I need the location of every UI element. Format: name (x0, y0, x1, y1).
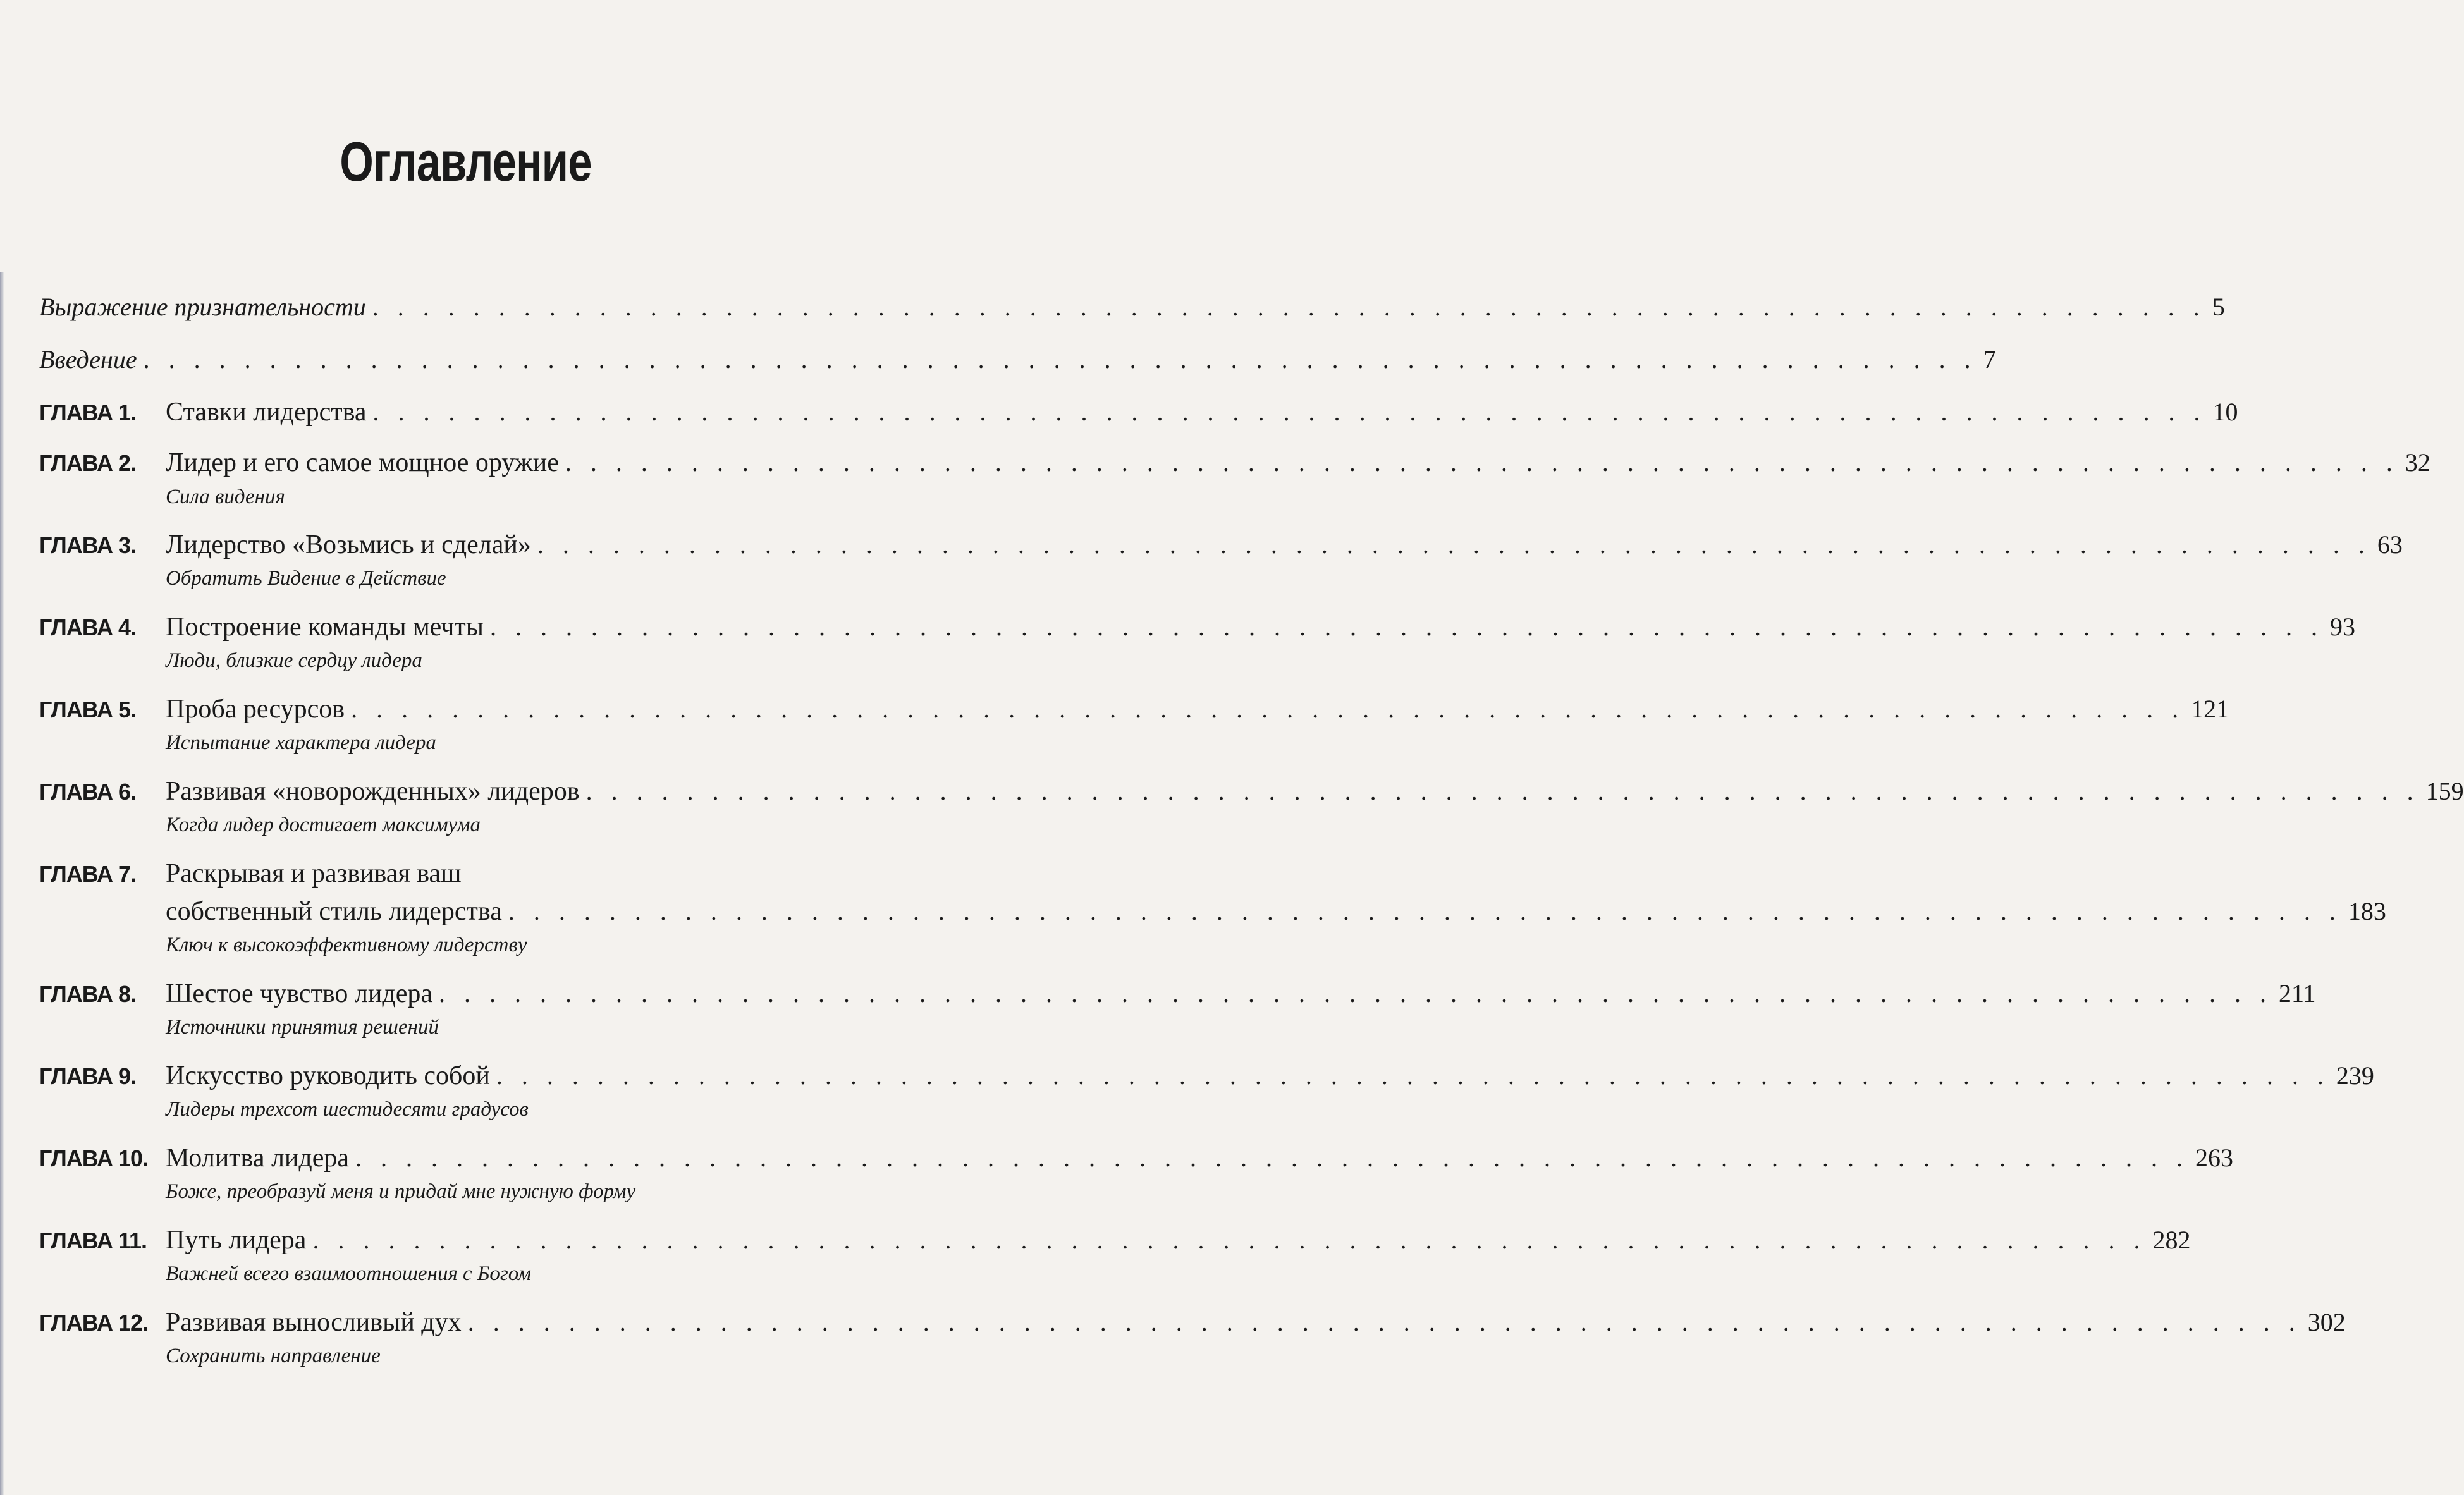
dot-leader: . . . . . . . . . . . . . . . . . . . . . . . . . . . . . . . . . . . . . . . . . . . . . . . . . . . . . . . . . . . . . . . . . . . . . . . . . (496, 1061, 2330, 1090)
chapter-label: ГЛАВА 2. (39, 450, 136, 476)
chapter-title: Ставки лидерства (166, 398, 367, 427)
page-number: 183 (2348, 897, 2386, 925)
chapter-title: Путь лидера (166, 1226, 307, 1255)
chapter-label: ГЛАВА 6. (39, 779, 136, 805)
chapter-title: Построение команды мечты (166, 613, 484, 642)
dot-leader: . . . . . . . . . . . . . . . . . . . . . . . . . . . . . . . . . . . . . . . . . . . . . . . . . . . . . . . . . . . . . . . . . . . . . . . . . (585, 777, 2420, 805)
chapter-subtitle: Ключ к высокоэффективному лидерству (166, 934, 527, 956)
entry-title: Выражение признательности (39, 293, 366, 321)
chapter-label: ГЛАВА 10. (39, 1145, 149, 1171)
chapter-title: Искусство руководить собой (166, 1061, 490, 1090)
chapter-title: Проба ресурсов (166, 695, 345, 724)
page-binding-edge (0, 272, 4, 1495)
chapter-subtitle: Сила видения (166, 485, 285, 508)
page-number: 302 (2307, 1308, 2346, 1336)
chapter-label: ГЛАВА 4. (39, 614, 136, 640)
toc-entry-introduction (39, 345, 1996, 382)
chapter-title: Развивая выносливый дух (166, 1308, 462, 1337)
chapter-subtitle: Когда лидер достигает максимума (166, 814, 481, 836)
chapter-title: Раскрывая и развивая ваш (166, 859, 462, 888)
toc-entry-chapter-8 (39, 979, 2316, 1016)
page-number: 211 (2279, 979, 2316, 1008)
dot-leader: . . . . . . . . . . . . . . . . . . . . . . . . . . . . . . . . . . . . . . . . . . . . . . . . . . . . . . . . . . . . . . . . . . . . . . . . . (312, 1226, 2147, 1254)
page-number: 159 (2425, 777, 2464, 805)
chapter-label: ГЛАВА 5. (39, 697, 136, 723)
chapter-label: ГЛАВА 3. (39, 532, 136, 558)
chapter-label: ГЛАВА 12. (39, 1310, 149, 1336)
dot-leader: . . . . . . . . . . . . . . . . . . . . . . . . . . . . . . . . . . . . . . . . . . . . . . . . . . . . . . . . . . . . . . . . . . . . . . . . . (372, 293, 2206, 321)
toc-entry-acknowledgements (39, 292, 2225, 330)
chapter-label: ГЛАВА 1. (39, 400, 136, 425)
dot-leader: . . . . . . . . . . . . . . . . . . . . . . . . . . . . . . . . . . . . . . . . . . . . . . . . . . . . . . . . . . . . . . . . . . . . . . . . . (565, 448, 2399, 477)
chapter-label: ГЛАВА 7. (39, 861, 136, 887)
dot-leader: . . . . . . . . . . . . . . . . . . . . . . . . . . . . . . . . . . . . . . . . . . . . . . . . . . . . . . . . . . . . . . . . . . . . . . . . . (439, 979, 2272, 1008)
chapter-label: ГЛАВА 9. (39, 1063, 136, 1089)
dot-leader: . . . . . . . . . . . . . . . . . . . . . . . . . . . . . . . . . . . . . . . . . . . . . . . . . . . . . . . . . . . . . . . . . . . . . . . . . (351, 695, 2185, 723)
page-number: 263 (2195, 1144, 2234, 1172)
dot-leader: . . . . . . . . . . . . . . . . . . . . . . . . . . . . . . . . . . . . . . . . . . . . . . . . . . . . . . . . . . . . . . . . . . . . . . . . . (372, 398, 2207, 426)
chapter-subtitle: Важней всего взаимоотношения с Богом (166, 1262, 532, 1285)
chapter-subtitle: Сохранить направление (166, 1345, 381, 1367)
chapter-title: Лидер и его самое мощное оружие (166, 448, 559, 477)
toc-entry-chapter-9 (39, 1061, 2374, 1099)
dot-leader: . . . . . . . . . . . . . . . . . . . . . . . . . . . . . . . . . . . . . . . . . . . . . . . . . . . . . . . . . . . . . . . . . . . . . . . . . (508, 897, 2342, 925)
page-number: 93 (2329, 613, 2355, 641)
chapter-subtitle: Источники принятия решений (166, 1016, 439, 1039)
chapter-title: Шестое чувство лидера (166, 979, 432, 1008)
toc-entry-chapter-5 (39, 694, 2229, 732)
page-number: 282 (2152, 1226, 2191, 1254)
chapter-title-continued: собственный стиль лидерства (166, 897, 502, 926)
chapter-subtitle: Лидеры трехсот шестидесяти градусов (166, 1098, 529, 1121)
dot-leader: . . . . . . . . . . . . . . . . . . . . . . . . . . . . . . . . . . . . . . . . . . . . . . . . . . . . . . . . . . . . . . . . . . . . . . . . . (467, 1308, 2302, 1336)
page-number: 10 (2212, 398, 2238, 426)
dot-leader: . . . . . . . . . . . . . . . . . . . . . . . . . . . . . . . . . . . . . . . . . . . . . . . . . . . . . . . . . . . . . . . . . . . . . . . . . (355, 1144, 2190, 1172)
chapter-subtitle: Испытание характера лидера (166, 731, 436, 754)
page-number: 32 (2405, 448, 2430, 477)
page-number: 121 (2191, 695, 2229, 723)
dot-leader: . . . . . . . . . . . . . . . . . . . . . . . . . . . . . . . . . . . . . . . . . . . . . . . . . . . . . . . . . . . . . . . . . . . . . . . . . (489, 613, 2324, 641)
page-number: 239 (2336, 1061, 2374, 1090)
chapter-label: ГЛАВА 8. (39, 981, 136, 1007)
chapter-title: Развивая «новорожденных» лидеров (166, 777, 580, 806)
chapter-title: Лидерство «Возьмись и сделай» (166, 530, 531, 559)
toc-entry-chapter-11 (39, 1225, 2191, 1263)
toc-entry-chapter-10 (39, 1143, 2234, 1181)
toc-entry-chapter-6 (39, 776, 2464, 814)
page-number: 63 (2377, 530, 2403, 559)
dot-leader: . . . . . . . . . . . . . . . . . . . . . . . . . . . . . . . . . . . . . . . . . . . . . . . . . . . . . . . . . . . . . . . . . . . . . . . . . (143, 345, 1977, 374)
toc-entry-chapter-7 (39, 858, 843, 896)
page-number: 7 (1983, 345, 1996, 374)
page-number: 5 (2212, 293, 2225, 321)
chapter-title: Молитва лидера (166, 1144, 350, 1173)
toc-entry-chapter-4 (39, 612, 2355, 650)
toc-entry-chapter-12 (39, 1307, 2346, 1345)
chapter-subtitle: Люди, близкие сердцу лидера (166, 649, 422, 672)
toc-entry-chapter-1 (39, 397, 2238, 435)
dot-leader: . . . . . . . . . . . . . . . . . . . . . . . . . . . . . . . . . . . . . . . . . . . . . . . . . . . . . . . . . . . . . . . . . . . . . . . . . (537, 530, 2371, 559)
toc-entry-chapter-2 (39, 448, 2430, 485)
page-title: Оглавление (340, 130, 592, 193)
toc-entry-chapter-7-cont (39, 896, 2386, 934)
entry-title: Введение (39, 345, 137, 374)
chapter-subtitle: Обратить Видение в Действие (166, 567, 446, 590)
chapter-label: ГЛАВА 11. (39, 1228, 147, 1254)
toc-entry-chapter-3 (39, 530, 2403, 568)
chapter-subtitle: Боже, преобразуй меня и придай мне нужную форму (166, 1180, 636, 1203)
